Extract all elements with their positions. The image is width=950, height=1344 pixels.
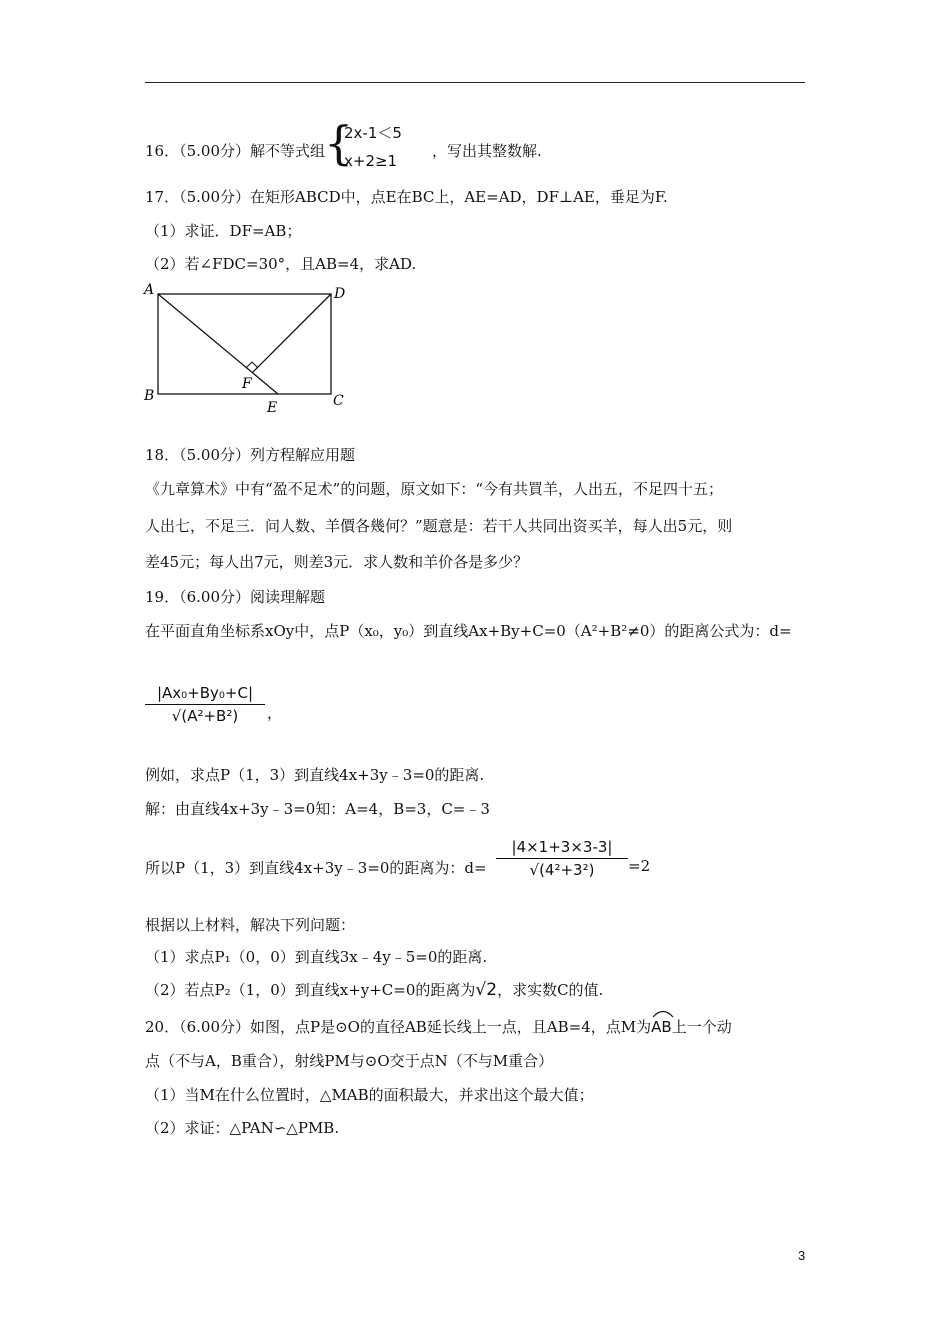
q18-line3: 差45元；每人出7元，则差3元．求人数和羊价各是多少？ [145,553,529,571]
q19-part1: （1）求点P₁（0，0）到直线3x﹣4y﹣5=0的距离. [145,948,488,966]
sqrt2: √2 [475,980,498,1000]
q19-stem: 19．（6.00分）阅读理解题 [145,588,325,606]
q19-line2: 例如，求点P（1，3）到直线4x+3y﹣3=0的距离. [145,766,485,784]
example-result: =2 [628,857,651,875]
q19-line1: 在平面直角坐标系xOy中，点P（x₀，y₀）到直线Ax+By+C=0（A²+B²≠0）的距离公式为：d= [145,622,792,640]
rectangle-figure [140,280,360,420]
q17-stem: 17．（5.00分）在矩形ABCD中，点E在BC上，AE=AD，DF⊥AE，垂足为F. [145,188,668,206]
q17-part2: （2）若∠FDC=30°，且AB=4，求AD. [145,255,417,273]
q16-ineq1: 2x-1＜5 [344,124,402,142]
example-bar [496,858,628,859]
q19-line4-prefix: 所以P（1，3）到直线4x+3y﹣3=0的距离为：d= [145,859,487,877]
example-denominator: √(4²+3²) [529,861,595,879]
q18-line1: 《九章算术》中有“盈不足术”的问题，原文如下：“今有共買羊，人出五，不足四十五； [145,480,724,498]
q19-line5: 根据以上材料，解决下列问题： [145,916,356,934]
q16-ineq2: x+2≥1 [344,152,398,170]
q16-brace: { [324,116,354,170]
right-angle-mark [246,362,258,368]
label-b: B [144,388,155,404]
page-number: 3 [798,1248,806,1263]
q20-line1-prefix: 20．（6.00分）如图，点P是⊙O的直径AB延长线上一点，且AB=4，点M为 [145,1018,652,1036]
formula-tail: ， [267,704,283,722]
example-numerator: |4×1+3×3-3| [511,838,613,856]
q19-part2 [145,979,603,1000]
q16-prefix: 16．（5.00分）解不等式组 [145,142,325,160]
q19-line3: 解：由直线4x+3y﹣3=0知：A=4，B=3，C=﹣3 [145,800,490,818]
label-f: F [242,376,252,392]
q20-part1: （1）当M在什么位置时，△MAB的面积最大，并求出这个最大值； [145,1086,594,1104]
formula-denominator: √(A²+B²) [171,707,239,725]
label-c: C [333,393,344,409]
q18-stem: 18．（5.00分）列方程解应用题 [145,446,355,464]
distance-formula [145,684,265,725]
q17-part1: （1）求证．DF=AB； [145,222,302,240]
header-rule [145,82,805,83]
q18-line2: 人出七，不足三．问人数、羊價各幾何？”题意是：若干人共同出资买羊，每人出5元，则 [145,517,733,535]
q19-part2-prefix: （2）若点P₂（1，0）到直线x+y+C=0的距离为 [145,981,476,999]
label-e: E [267,400,278,416]
example-fraction [496,838,628,879]
arc-label: AB [651,1018,672,1036]
formula-bar [145,704,265,705]
q19-part2-suffix: ，求实数C的值. [497,981,604,999]
segment-df [252,294,331,373]
label-a: A [144,282,155,298]
arc-ab [651,1014,672,1036]
q20-line2: 点（不与A，B重合），射线PM与⊙O交于点N（不与M重合） [145,1052,554,1070]
q20-part2: （2）求证：△PAN∽△PMB. [145,1119,340,1137]
q20-line1 [145,1014,732,1037]
label-d: D [334,286,346,302]
arc-mark [651,1008,675,1018]
formula-numerator: |Ax₀+By₀+C| [156,684,254,702]
q20-line1-suffix: 上一个动 [671,1018,732,1036]
q16-suffix: ，写出其整数解. [432,142,542,160]
segment-ae [158,294,278,394]
q16-line [145,140,325,161]
